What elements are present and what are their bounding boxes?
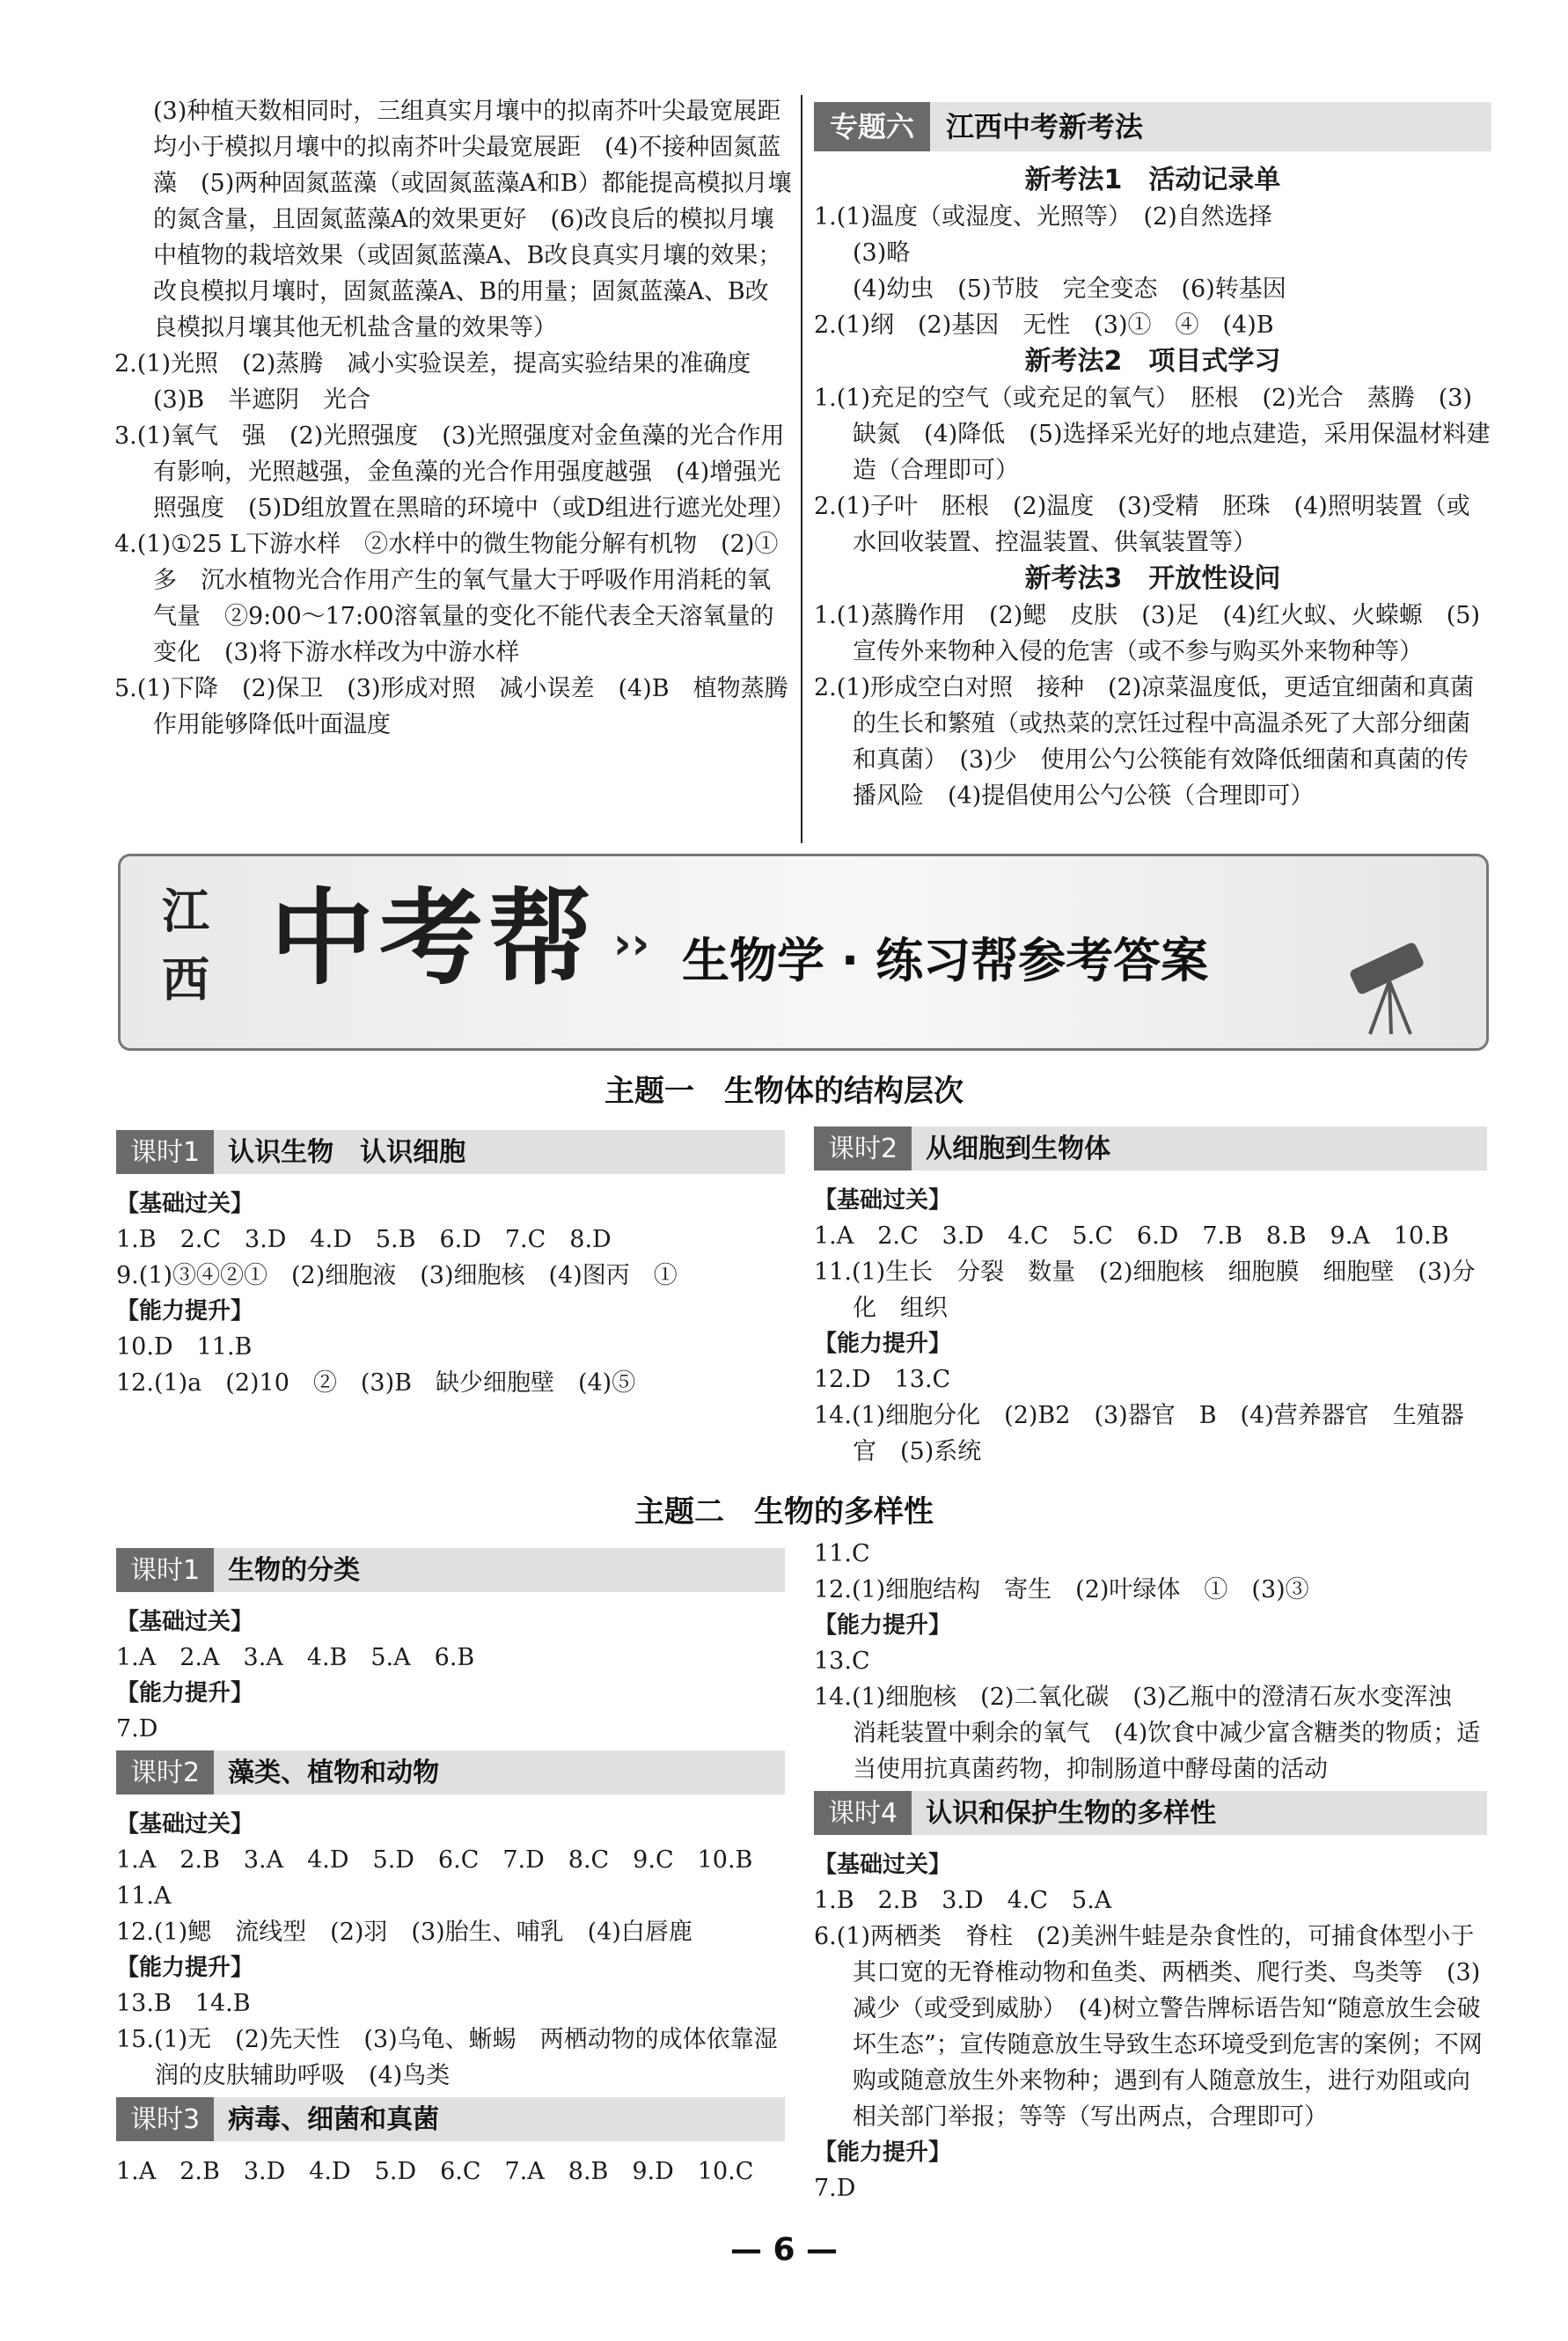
lesson-header bbox=[116, 1130, 785, 1174]
answer-line: 11.A bbox=[116, 1882, 172, 1910]
answer-line: 1.B 2.B 3.D 4.C 5.A bbox=[814, 1887, 1112, 1914]
theme-one-title: 主题一 生物体的结构层次 bbox=[604, 1074, 964, 1109]
lesson-title: 病毒、细菌和真菌 bbox=[228, 2103, 440, 2135]
section-label: 【能力提升】 bbox=[116, 1298, 254, 1325]
theme-one-right bbox=[814, 1123, 1487, 1470]
lesson-tag: 课时1 bbox=[116, 1130, 214, 1174]
theme-two-left bbox=[116, 1545, 785, 2190]
answer-line: 14.(1)细胞分化 (2)B2 (3)器官 B (4)营养器官 生殖器官 (5)系统 bbox=[814, 1402, 1464, 1465]
top-right-column bbox=[814, 102, 1491, 814]
province-label: 江 西 bbox=[162, 884, 209, 1008]
answer-line: 13.B 14.B bbox=[116, 1990, 251, 2017]
section-label: 【能力提升】 bbox=[814, 1612, 952, 1639]
lesson-header bbox=[814, 1791, 1487, 1835]
answer-line: (4)幼虫 (5)节肢 完全变态 (6)转基因 bbox=[853, 275, 1286, 303]
lesson-title: 认识生物 认识细胞 bbox=[228, 1136, 466, 1168]
page-number: — 6 — bbox=[729, 2232, 839, 2268]
section-label: 【基础过关】 bbox=[116, 1609, 254, 1635]
answer-line: (3)种植天数相同时，三组真实月壤中的拟南芥叶尖最宽展距均小于模拟月壤中的拟南芥叶尖最宽展距 (4)不接种固氮蓝藻 (5)两种固氮蓝藻（或固氮蓝藻A和B）都能提高模拟月壤的氮含量，且固氮蓝藻A的效果更好 (6)改良后的模拟月壤中植物的栽培效果（或固氮蓝藻A、B改良真实月壤的效果；改良模拟月壤时，固氮蓝藻A、B的用量；固氮蓝藻A、B改良模拟月壤其他无机盐含量的效果等） bbox=[153, 98, 792, 341]
lesson-title: 认识和保护生物的多样性 bbox=[926, 1797, 1217, 1829]
top-left-column bbox=[114, 93, 795, 743]
section-label: 【基础过关】 bbox=[814, 1187, 952, 1214]
answer-line: 2.(1)纲 (2)基因 无性 (3)① ④ (4)B bbox=[814, 312, 1274, 339]
special-topic-header bbox=[814, 102, 1491, 151]
answer-line: 1.(1)充足的空气（或充足的氧气） 胚根 (2)光合 蒸腾 (3)缺氮 (4)降低 (5)选择采光好的地点建造，采用保温材料建造（合理即可） bbox=[814, 385, 1491, 484]
answer-line: 11.(1)生长 分裂 数量 (2)细胞核 细胞膜 细胞壁 (3)分化 组织 bbox=[814, 1259, 1476, 1322]
answer-line: 1.A 2.B 3.A 4.D 5.D 6.C 7.D 8.C 9.C 10.B bbox=[116, 1846, 753, 1874]
answer-line: 13.C bbox=[814, 1648, 870, 1675]
answer-line: 1.A 2.A 3.A 4.B 5.A 6.B bbox=[116, 1644, 475, 1671]
answer-line: 9.(1)③④②① (2)细胞液 (3)细胞核 (4)图丙 ① bbox=[116, 1262, 678, 1289]
new-method-heading: 新考法2 项目式学习 bbox=[1024, 346, 1281, 377]
answer-line: 14.(1)细胞核 (2)二氧化碳 (3)乙瓶中的澄清石灰水变浑浊 消耗装置中剩余的氧气 (4)饮食中减少富含糖类的物质；适当使用抗真菌药物，抑制肠道中酵母菌的活动 bbox=[814, 1684, 1481, 1783]
answer-line: 2.(1)形成空白对照 接种 (2)凉菜温度低，更适宜细菌和真菌的生长和繁殖（或热菜的烹饪过程中高温杀死了大部分细菌和真菌） (3)少 使用公勺公筷能有效降低细菌和真菌的传播风险 (4)提倡使用公勺公筷（合理即可） bbox=[814, 674, 1475, 810]
banner-subtitle: 生物学 · 练习帮参考答案 bbox=[682, 933, 1209, 988]
lesson-header bbox=[116, 1750, 785, 1794]
answer-line: 7.D bbox=[814, 2175, 856, 2202]
answer-line: 1.A 2.C 3.D 4.C 5.C 6.D 7.B 8.B 9.A 10.B bbox=[814, 1222, 1449, 1250]
answer-line: 11.C bbox=[814, 1540, 870, 1567]
theme-two-right bbox=[814, 1536, 1487, 2206]
lesson-tag: 课时3 bbox=[116, 2097, 214, 2141]
answer-line: 1.B 2.C 3.D 4.D 5.B 6.D 7.C 8.D bbox=[116, 1226, 612, 1253]
section-label: 【基础过关】 bbox=[116, 1191, 254, 1217]
lesson-header bbox=[116, 2097, 785, 2141]
lesson-tag: 课时2 bbox=[116, 1750, 214, 1794]
lesson-tag: 课时1 bbox=[116, 1548, 214, 1592]
special-topic-tag: 专题六 bbox=[814, 102, 930, 151]
answer-line: 15.(1)无 (2)先天性 (3)乌龟、蜥蜴 两栖动物的成体依靠湿润的皮肤辅助呼吸 (4)鸟类 bbox=[116, 2026, 778, 2089]
new-method-heading: 新考法1 活动记录单 bbox=[1024, 165, 1281, 195]
answer-line: 3.(1)氧气 强 (2)光照强度 (3)光照强度对金鱼藻的光合作用有影响，光照越强，金鱼藻的光合作用强度越强 (4)增强光照强度 (5)D组放置在黑暗的环境中（或D组进行遮光处理） bbox=[114, 422, 795, 522]
lesson-title: 从细胞到生物体 bbox=[926, 1133, 1111, 1164]
answer-line: 12.D 13.C bbox=[814, 1366, 951, 1393]
answer-line: 12.(1)细胞结构 寄生 (2)叶绿体 ① (3)③ bbox=[814, 1576, 1309, 1603]
answer-line: 10.D 11.B bbox=[116, 1333, 253, 1361]
book-banner bbox=[118, 854, 1489, 1051]
lesson-header bbox=[116, 1548, 785, 1592]
answer-line: 6.(1)两栖类 脊柱 (2)美洲牛蛙是杂食性的，可捕食体型小于其口宽的无脊椎动物和鱼类、两栖类、爬行类、鸟类等 (3)减少（或受到威胁） (4)树立警告牌标语告知“随意放生会破坏生态”；宣传随意放生导致生态环境受到危害的案例；不网购或随意放生外来物种；遇到有人随意放生，进行劝阻或向相关部门举报；等等（写出两点，合理即可） bbox=[814, 1923, 1483, 2131]
lesson-tag: 课时2 bbox=[814, 1126, 912, 1170]
answer-line: 2.(1)光照 (2)蒸腾 减小实验误差，提高实验结果的准确度 (3)B 半遮阴 光合 bbox=[114, 350, 775, 414]
lesson-tag: 课时4 bbox=[814, 1791, 912, 1835]
answer-line: 1.A 2.B 3.D 4.D 5.D 6.C 7.A 8.B 9.D 10.C bbox=[116, 2158, 754, 2185]
section-label: 【能力提升】 bbox=[116, 1955, 254, 1981]
section-label: 【基础过关】 bbox=[116, 1811, 254, 1838]
answer-line: 1.(1)温度（或湿度、光照等） (2)自然选择 bbox=[814, 203, 1272, 231]
answer-line: 12.(1)a (2)10 ② (3)B 缺少细胞壁 (4)⑤ bbox=[116, 1369, 636, 1397]
answer-line: 1.(1)蒸腾作用 (2)鳃 皮肤 (3)足 (4)红火蚁、火蝾螈 (5)宣传外来物种入侵的危害（或不参与购买外来物种等） bbox=[814, 602, 1480, 665]
answer-line: 2.(1)子叶 胚根 (2)温度 (3)受精 胚珠 (4)照明装置（或水回收装置、控温装置、供氧装置等） bbox=[814, 493, 1470, 556]
lesson-header bbox=[814, 1126, 1487, 1170]
answer-line: (3)略 bbox=[853, 239, 911, 267]
answer-line: 5.(1)下降 (2)保卫 (3)形成对照 减小误差 (4)B 植物蒸腾作用能够降低叶面温度 bbox=[114, 675, 788, 738]
new-method-heading: 新考法3 开放性设问 bbox=[1024, 563, 1281, 594]
section-label: 【能力提升】 bbox=[814, 2139, 952, 2166]
telescope-icon bbox=[1335, 936, 1449, 1041]
column-divider bbox=[801, 95, 802, 843]
answer-line: 7.D bbox=[116, 1715, 158, 1743]
answer-line: 12.(1)鳃 流线型 (2)羽 (3)胎生、哺乳 (4)白唇鹿 bbox=[116, 1919, 692, 1946]
brand-title: 中考帮 bbox=[270, 877, 598, 999]
section-label: 【基础过关】 bbox=[814, 1852, 952, 1878]
new-methods bbox=[814, 162, 1491, 814]
theme-two-title: 主题二 生物的多样性 bbox=[634, 1494, 934, 1530]
lesson-title: 生物的分类 bbox=[228, 1554, 361, 1586]
section-label: 【能力提升】 bbox=[814, 1331, 952, 1357]
special-topic-title: 江西中考新考法 bbox=[946, 109, 1144, 143]
lesson-title: 藻类、植物和动物 bbox=[228, 1757, 440, 1788]
section-label: 【能力提升】 bbox=[116, 1680, 254, 1706]
theme-one-left bbox=[116, 1126, 785, 1401]
chevron-icon: ›› bbox=[613, 918, 650, 969]
answer-line: 4.(1)①25 L下游水样 ②水样中的微生物能分解有机物 (2)①多 沉水植物光合作用产生的氧气量大于呼吸作用消耗的氧气量 ②9:00～17:00溶氧量的变化不能代表全天溶氧量的变化 (3)将下游水样改为中游水样 bbox=[114, 531, 779, 666]
